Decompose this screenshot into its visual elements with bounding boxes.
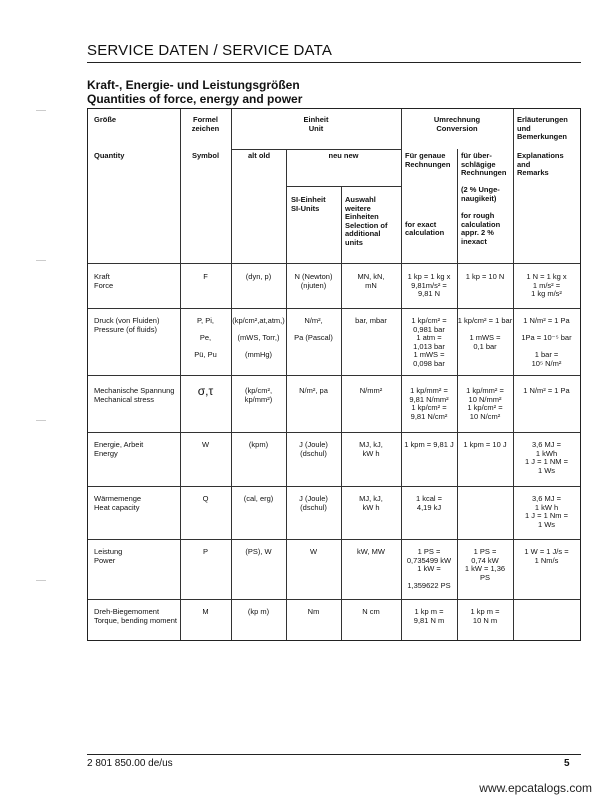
row-additional-units: bar, mbar [355,316,387,325]
row-name: Druck (von Fluiden) Pressure (of fluids) [94,316,160,334]
row-exact-conversion: 1 kp/mm² = 9,81 N/mm² 1 kp/cm² = 9,81 N/cm² [409,386,449,421]
row-rough-conversion: 1 PS = 0,74 kW 1 kW = 1,36 PS [464,547,506,582]
row-name: Dreh-Biegemoment Torque, bending moment [94,607,177,625]
row-divider [88,599,580,600]
row-exact-conversion: 1 kp = 1 kg x 9,81m/s² = 9,81 N [407,272,451,299]
row-divider [88,263,580,264]
footer-document-code: 2 801 850.00 de/us [87,758,173,769]
margin-mark [36,260,46,261]
margin-mark [36,580,46,581]
watermark: www.epcatalogs.com [479,781,592,795]
header-umrechnung: Umrechnung Conversion [433,115,481,133]
row-si-unit: J (Joule) (dschul) [299,440,328,458]
row-additional-units: N cm [362,607,380,616]
header-ueberschlaegig: für über- schlägige Rechnungen (2 % Unge- naugikeit) for rough calculation appr. 2 % inexact [461,151,507,246]
row-old-unit: (dyn, p) [245,272,272,281]
row-old-unit: (kp m) [247,607,270,616]
row-si-unit: Nm [307,607,320,616]
header-neu: neu new [328,151,359,160]
row-additional-units: kW, MW [357,547,385,556]
row-si-unit: N/m², pa [299,386,328,395]
row-symbol: Q [202,494,209,503]
section-title-en: Quantities of force, energy and power [87,92,303,106]
row-old-unit: (kp/cm², kp/mm²) [244,386,273,404]
row-divider [286,186,401,187]
section-title-de: Kraft-, Energie- und Leistungsgrößen [87,78,300,92]
header-formel: Formel zeichen [191,115,220,133]
header-symbol: Symbol [191,151,220,160]
row-additional-units: MJ, kJ, kW h [359,494,383,512]
row-name: Wärmemenge Heat capacity [94,494,142,512]
header-groesse: Größe [94,115,117,124]
row-name: Energie, Arbeit Energy [94,440,144,458]
header-erlaeuterungen: Erläuterungen und Bemerkungen [517,115,568,142]
row-remarks: 1 N = 1 kg x 1 m/s² = 1 kg m/s² [526,272,567,299]
row-divider [231,149,401,150]
section-title [87,78,302,106]
row-exact-conversion: 1 PS = 0,735499 kW 1 kW = 1,359622 PS [406,547,452,591]
row-rough-conversion: 1 kp/mm² = 10 N/mm² 1 kp/cm² = 10 N/cm² [466,386,504,421]
header-alt: alt old [248,151,271,160]
row-remarks: 1 W = 1 J/s = 1 Nm/s [524,547,569,565]
header-genau: Für genaue Rechnungen for exact calculation [405,151,451,238]
row-old-unit: (PS), W [245,547,272,556]
row-name: Mechanische Spannung Mechanical stress [94,386,175,404]
row-exact-conversion: 1 kcal = 4,19 kJ [415,494,443,512]
row-additional-units: MJ, kJ, kW h [359,440,383,458]
row-rough-conversion: 1 kp/cm² = 1 bar 1 mWS = 0,1 bar [457,316,513,351]
row-si-unit: J (Joule) (dschul) [299,494,328,512]
row-old-unit: (kpm) [248,440,269,449]
row-exact-conversion: 1 kp m = 9,81 N m [413,607,445,625]
row-old-unit: (kp/cm²,at,atm,) (mWS, Torr,) (mmHg) [232,316,285,360]
row-symbol: σ,τ [197,384,214,398]
row-symbol: P [202,547,208,556]
row-symbol: M [202,607,209,616]
col-divider [341,186,342,640]
header-auswahl: Auswahl weitere Einheiten Selection of additional units [345,195,388,247]
row-remarks: 1 N/m² = 1 Pa [523,386,570,395]
header-rule [87,62,581,63]
row-si-unit: W [309,547,318,556]
row-rough-conversion: 1 kpm = 10 J [463,440,507,449]
row-symbol: F [203,272,208,281]
row-name: Kraft Force [94,272,114,290]
row-symbol: P, Pi, Pe, Pü, Pu [194,316,217,360]
row-si-unit: N (Newton) (njuten) [294,272,333,290]
row-divider [88,375,580,376]
header-explanations: Explanations and Remarks [517,151,564,178]
header-quantity: Quantity [94,151,125,160]
row-old-unit: (cal, erg) [243,494,274,503]
row-rough-conversion: 1 kp m = 10 N m [470,607,500,625]
row-remarks: 3,6 MJ = 1 kW h 1 J = 1 Nm = 1 Ws [525,494,568,529]
row-si-unit: N/m², Pa (Pascal) [294,316,333,343]
row-additional-units: N/mm² [359,386,383,395]
row-name: Leistung Power [94,547,123,565]
row-remarks: 3,6 MJ = 1 kWh 1 J = 1 NM = 1 Ws [525,440,568,475]
row-symbol: W [201,440,210,449]
margin-mark [36,110,46,111]
page-header-title: SERVICE DATEN / SERVICE DATA [87,42,333,59]
row-divider [88,308,580,309]
row-divider [88,539,580,540]
header-si: SI-Einheit SI-Units [291,195,326,213]
row-additional-units: MN, kN, mN [357,272,385,290]
row-divider [88,432,580,433]
row-divider [88,486,580,487]
row-exact-conversion: 1 kp/cm² = 0,981 bar 1 atm = 1,013 bar 1 mWS = 0,098 bar [411,316,447,368]
margin-mark [36,420,46,421]
footer-page-number: 5 [564,758,570,769]
row-remarks: 1 N/m² = 1 Pa 1Pa = 10⁻⁵ bar 1 bar = 10⁵ N/m² [521,316,572,368]
header-einheit: Einheit Unit [303,115,329,133]
row-rough-conversion: 1 kp = 10 N [465,272,505,281]
row-exact-conversion: 1 kpm = 9,81 J [404,440,454,449]
conversion-table [87,108,581,641]
footer-rule [87,754,581,755]
